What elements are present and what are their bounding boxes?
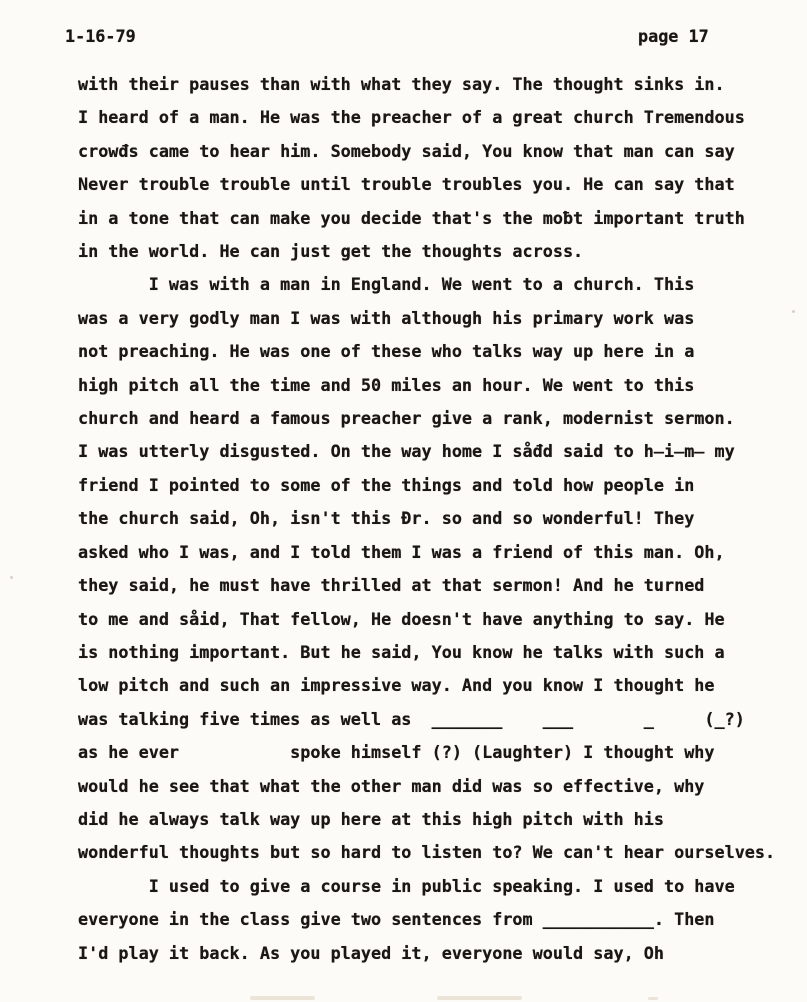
scan-smudge [437,996,522,1000]
scan-artifact-dot [792,310,795,313]
scan-smudge [250,996,315,1000]
text-line: low pitch and such an impressive way. And you know I thought he [78,675,715,696]
text-line: I used to give a course in public speaking. I used to have [78,875,735,896]
text-line: is nothing important. But he said, You know he talks with such a [78,641,725,662]
text-line: church and heard a famous preacher give a rank, modernist sermon. [78,408,735,429]
text-line: as he ever spoke himself (?) (Laughter) I thought why [78,742,715,763]
text-line: would he see that what the other man did was so effective, why [78,775,705,796]
scan-smudge [648,997,658,1000]
text-line: wonderful thoughts but so hard to listen to? We can't hear ourselves. [78,842,776,863]
text-line: did he always talk way up here at this high pitch with his [78,808,664,829]
text-line: was a very godly man I was with although his primary work was [78,307,695,328]
scan-artifact-dot [10,576,13,579]
text-line: to me and såid, That fellow, He doesn't have anything to say. He [78,608,725,629]
text-line: the church said, Oh, isn't this Đr. so and so wonderful! They [78,508,695,529]
header-date: 1-16-79 [65,26,136,46]
text-line: I was with a man in England. We went to a church. This [78,274,695,295]
text-line: crowđs came to hear him. Somebody said, You know that man can say [78,140,735,161]
text-line: not preaching. He was one of these who talks way up here in a [78,341,695,362]
text-line: in the world. He can just get the thoughts across. [78,241,584,262]
text-line: they said, he must have thrilled at that sermon! And he turned [78,575,705,596]
header-page-number: page 17 [638,26,709,46]
typewritten-text-block [78,68,797,970]
text-line: friend I pointed to some of the things and told how people in [78,474,695,495]
text-line: I heard of a man. He was the preacher of a great church Tremendous [78,107,745,128]
text-line: Never trouble trouble until trouble troubles you. He can say that [78,174,735,195]
text-line: everyone in the class give two sentences from ___________. Then [78,909,715,930]
text-line: I'd play it back. As you played it, everyone would say, Oh [78,942,664,963]
page-header [0,26,807,60]
text-line: asked who I was, and I told them I was a friend of this man. Oh, [78,541,725,562]
text-line: in a tone that can make you decide that's the moƀt important truth [78,207,745,228]
text-line: I was utterly disgusted. On the way home I såđd said to h̶i̶m̶ my [78,441,735,462]
text-line: high pitch all the time and 50 miles an hour. We went to this [78,374,695,395]
text-line: with their pauses than with what they say. The thought sinks in. [78,74,725,94]
text-line: was talking five times as well as _______ ___ _ (_?) [78,708,745,729]
